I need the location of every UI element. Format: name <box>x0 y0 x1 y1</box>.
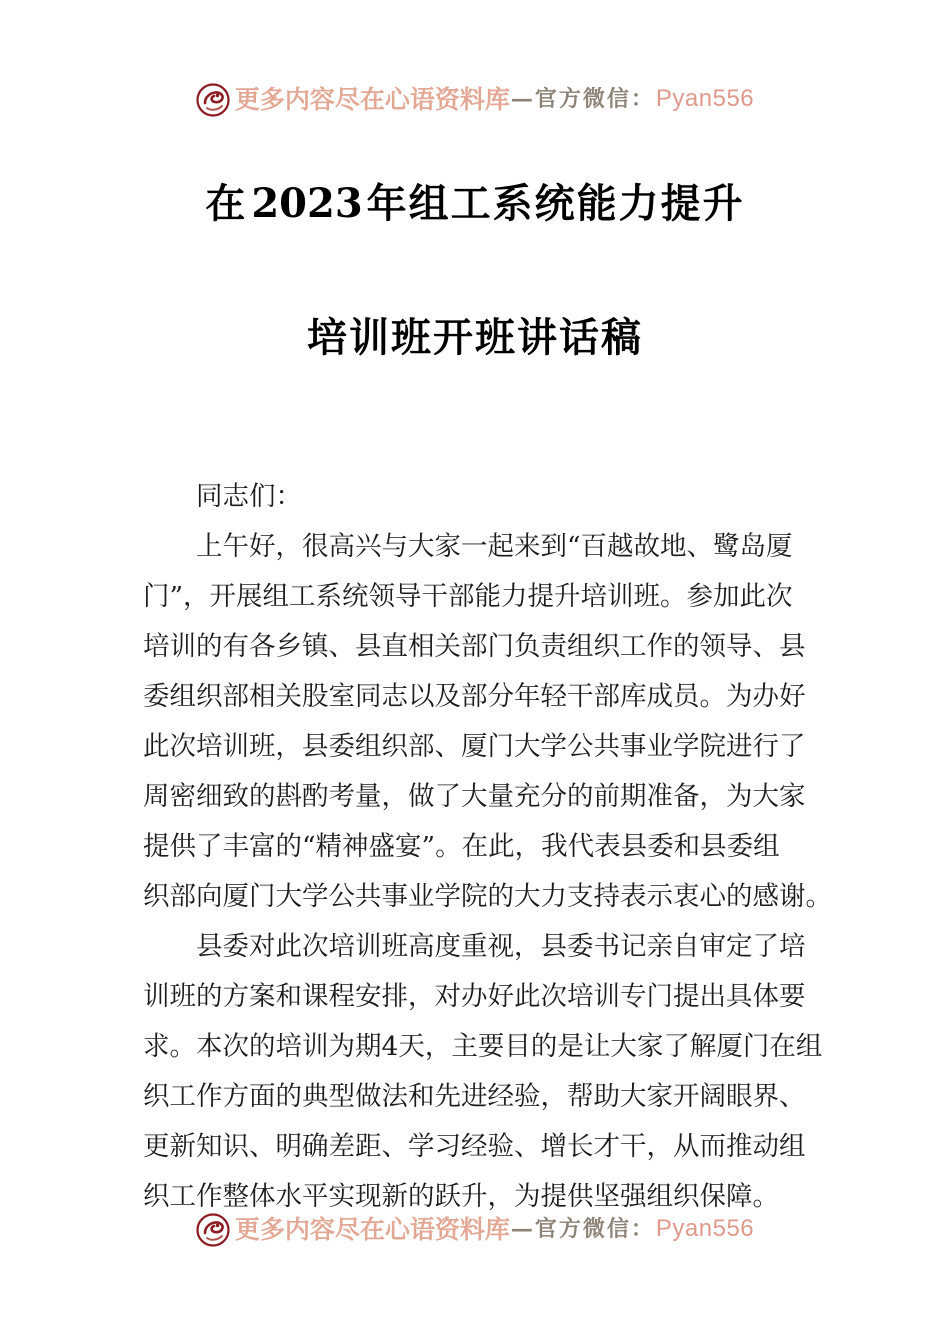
title-prefix: 在 <box>205 180 248 227</box>
body-line-text: 上午好，很高兴与大家一起来到“百越故地、鹭岛厦 <box>196 531 793 562</box>
body-line-text: 更新知识、明确差距、学习经验、增长才干，从而推动组 <box>143 1131 806 1162</box>
body-line <box>143 572 811 622</box>
watermark-middle-text: —官方微信： <box>510 1216 655 1242</box>
header-watermark <box>0 82 950 116</box>
watermark-wechat-id: Pyan556 <box>655 1215 755 1242</box>
body-line <box>143 772 811 822</box>
footer-watermark <box>0 1212 950 1246</box>
body-line-text: 织部向厦门大学公共事业学院的大力支持表示衷心的感谢。 <box>143 881 832 912</box>
title-suffix: 年组工系统能力提升 <box>366 180 745 227</box>
watermark-main-text: 更多内容尽在心语资料库 <box>234 84 510 114</box>
body-paragraph-lines <box>143 522 832 1222</box>
body-line-text: 周密细致的斟酌考量，做了大量充分的前期准备，为大家 <box>143 781 806 812</box>
body-line <box>143 922 811 972</box>
body-line <box>143 1122 811 1172</box>
body-line-text: 求。本次的培训为期4天，主要目的是让大家了解厦门在组 <box>143 1031 823 1062</box>
body-line <box>143 822 811 872</box>
body-line <box>143 1072 811 1122</box>
body-line <box>143 722 811 772</box>
salutation-text: 同志们： <box>196 481 302 512</box>
body-line-text: 培训的有各乡镇、县直相关部门负责组织工作的领导、县 <box>143 631 806 662</box>
body-line-text: 提供了丰富的“精神盛宴”。在此，我代表县委和县委组 <box>143 831 780 862</box>
title-year: 2023 <box>251 180 363 227</box>
body-line-text: 织工作整体水平实现新的跃升，为提供坚强组织保障。 <box>143 1181 779 1212</box>
body-line-text: 委组织部相关股室同志以及部分年轻干部库成员。为办好 <box>143 681 806 712</box>
circular-seal-logo-icon <box>196 83 230 117</box>
body-line <box>143 622 811 672</box>
salutation <box>143 472 811 522</box>
body-line <box>143 872 832 922</box>
body-line-text: 训班的方案和课程安排，对办好此次培训专门提出具体要 <box>143 981 806 1012</box>
body-line-text: 门”，开展组工系统领导干部能力提升培训班。参加此次 <box>143 581 793 612</box>
page-title-line-2: 培训班开班讲话稿 <box>307 314 643 361</box>
document-body <box>143 472 832 1222</box>
body-line-text: 此次培训班，县委组织部、厦门大学公共事业学院进行了 <box>143 731 806 762</box>
watermark-wechat-id: Pyan556 <box>655 85 755 112</box>
body-line-text: 县委对此次培训班高度重视，县委书记亲自审定了培 <box>196 931 806 962</box>
body-line-text: 织工作方面的典型做法和先进经验，帮助大家开阔眼界、 <box>143 1081 806 1112</box>
page-title-line-1 <box>0 172 950 229</box>
body-line <box>143 672 811 722</box>
body-line <box>143 522 811 572</box>
circular-seal-logo-icon <box>196 1213 230 1247</box>
watermark-middle-text: —官方微信： <box>510 86 655 112</box>
watermark-main-text: 更多内容尽在心语资料库 <box>234 1214 510 1244</box>
body-line <box>143 1022 823 1072</box>
body-line <box>143 972 811 1022</box>
